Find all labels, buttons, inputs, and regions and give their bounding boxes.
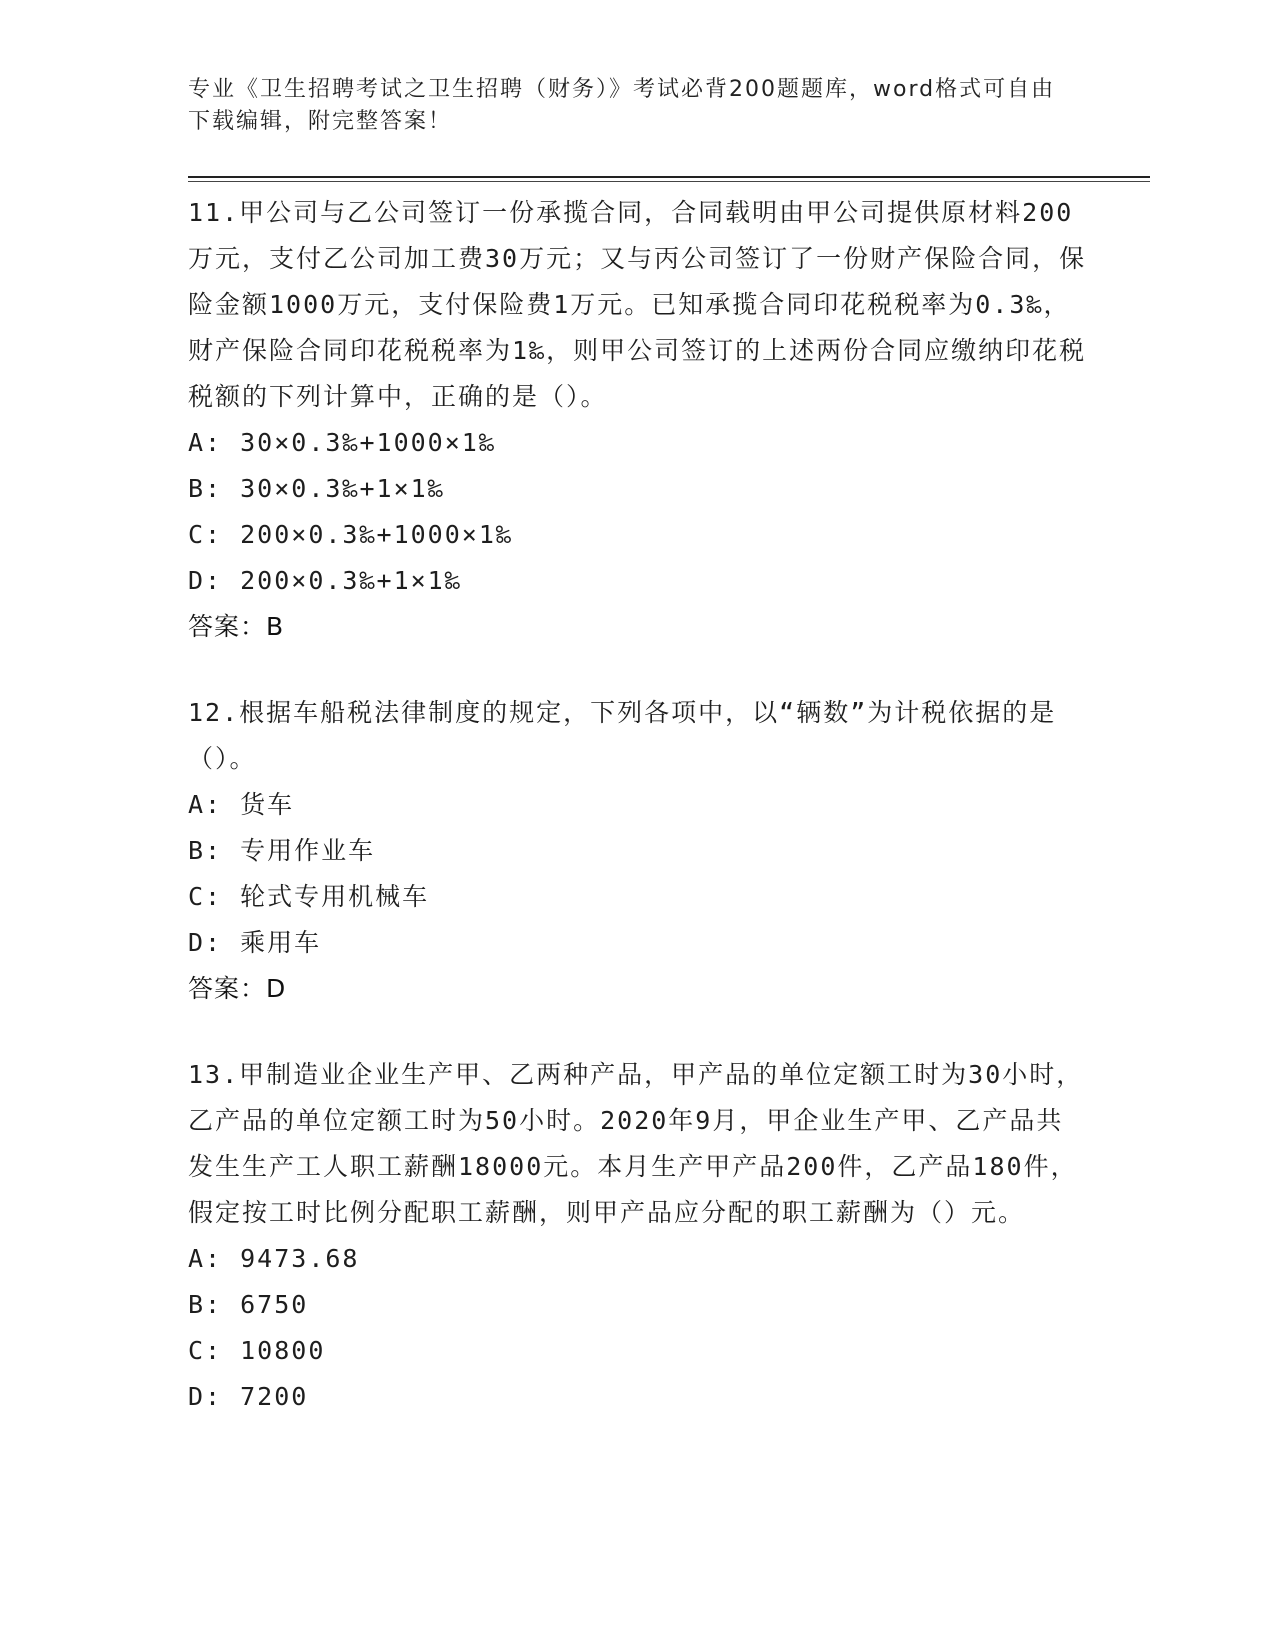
option-c xyxy=(188,1328,1088,1374)
option-d xyxy=(188,558,1088,604)
option-letter: B: xyxy=(188,836,223,865)
option-a xyxy=(188,1236,1088,1282)
option-letter: A: xyxy=(188,1244,223,1273)
option-text: 30×0.3‰+1000×1‰ xyxy=(240,428,496,457)
question-text: 12.根据车船税法律制度的规定，下列各项中，以“辆数”为计税依据的是（）。 xyxy=(188,698,1057,773)
option-b xyxy=(188,1282,1088,1328)
option-letter: C: xyxy=(188,1336,223,1365)
option-text: 货车 xyxy=(240,790,295,819)
option-text: 乘用车 xyxy=(240,928,322,957)
option-text: 200×0.3‰+1000×1‰ xyxy=(240,520,513,549)
answer: 答案：D xyxy=(188,974,287,1003)
option-letter: B: xyxy=(188,474,223,503)
option-b xyxy=(188,466,1088,512)
option-letter: D: xyxy=(188,1382,223,1411)
header-divider-thick xyxy=(188,176,1150,178)
option-letter: C: xyxy=(188,882,223,911)
question-text: 13.甲制造业企业生产甲、乙两种产品，甲产品的单位定额工时为30小时，乙产品的单位定额工时为50小时。2020年9月，甲企业生产甲、乙产品共发生生产工人职工薪酬18000元。本月生产甲产品200件，乙产品180件，假定按工时比例分配职工薪酬，则甲产品应分配的职工薪酬为（）元。 xyxy=(188,1060,1084,1227)
option-d xyxy=(188,920,1088,966)
question-11 xyxy=(188,190,1088,650)
option-letter: B: xyxy=(188,1290,223,1319)
option-c xyxy=(188,874,1088,920)
option-a xyxy=(188,782,1088,828)
option-text: 30×0.3‰+1×1‰ xyxy=(240,474,445,503)
question-12 xyxy=(188,690,1088,1012)
document-header: 专业《卫生招聘考试之卫生招聘（财务）》考试必背200题题库，word格式可自由下载编辑，附完整答案！ xyxy=(188,77,1056,134)
question-13 xyxy=(188,1052,1088,1420)
option-text: 9473.68 xyxy=(240,1244,360,1273)
option-b xyxy=(188,828,1088,874)
option-text: 200×0.3‰+1×1‰ xyxy=(240,566,462,595)
option-letter: D: xyxy=(188,928,223,957)
option-text: 6750 xyxy=(240,1290,309,1319)
option-c xyxy=(188,512,1088,558)
option-letter: A: xyxy=(188,428,223,457)
option-letter: C: xyxy=(188,520,223,549)
option-letter: A: xyxy=(188,790,223,819)
option-letter: D: xyxy=(188,566,223,595)
answer: 答案：B xyxy=(188,612,285,641)
option-text: 7200 xyxy=(240,1382,309,1411)
option-text: 10800 xyxy=(240,1336,326,1365)
option-text: 专用作业车 xyxy=(240,836,376,865)
option-d xyxy=(188,1374,1088,1420)
option-a xyxy=(188,420,1088,466)
option-text: 轮式专用机械车 xyxy=(240,882,430,911)
header-divider-thin xyxy=(188,181,1150,182)
question-text: 11.甲公司与乙公司签订一份承揽合同，合同载明由甲公司提供原材料200万元，支付乙公司加工费30万元；又与丙公司签订了一份财产保险合同，保险金额1000万元，支付保险费1万元。已知承揽合同印花税税率为0.3‰，财产保险合同印花税税率为1‰，则甲公司签订的上述两份合同应缴纳印花税税额的下列计算中，正确的是（）。 xyxy=(188,198,1087,411)
